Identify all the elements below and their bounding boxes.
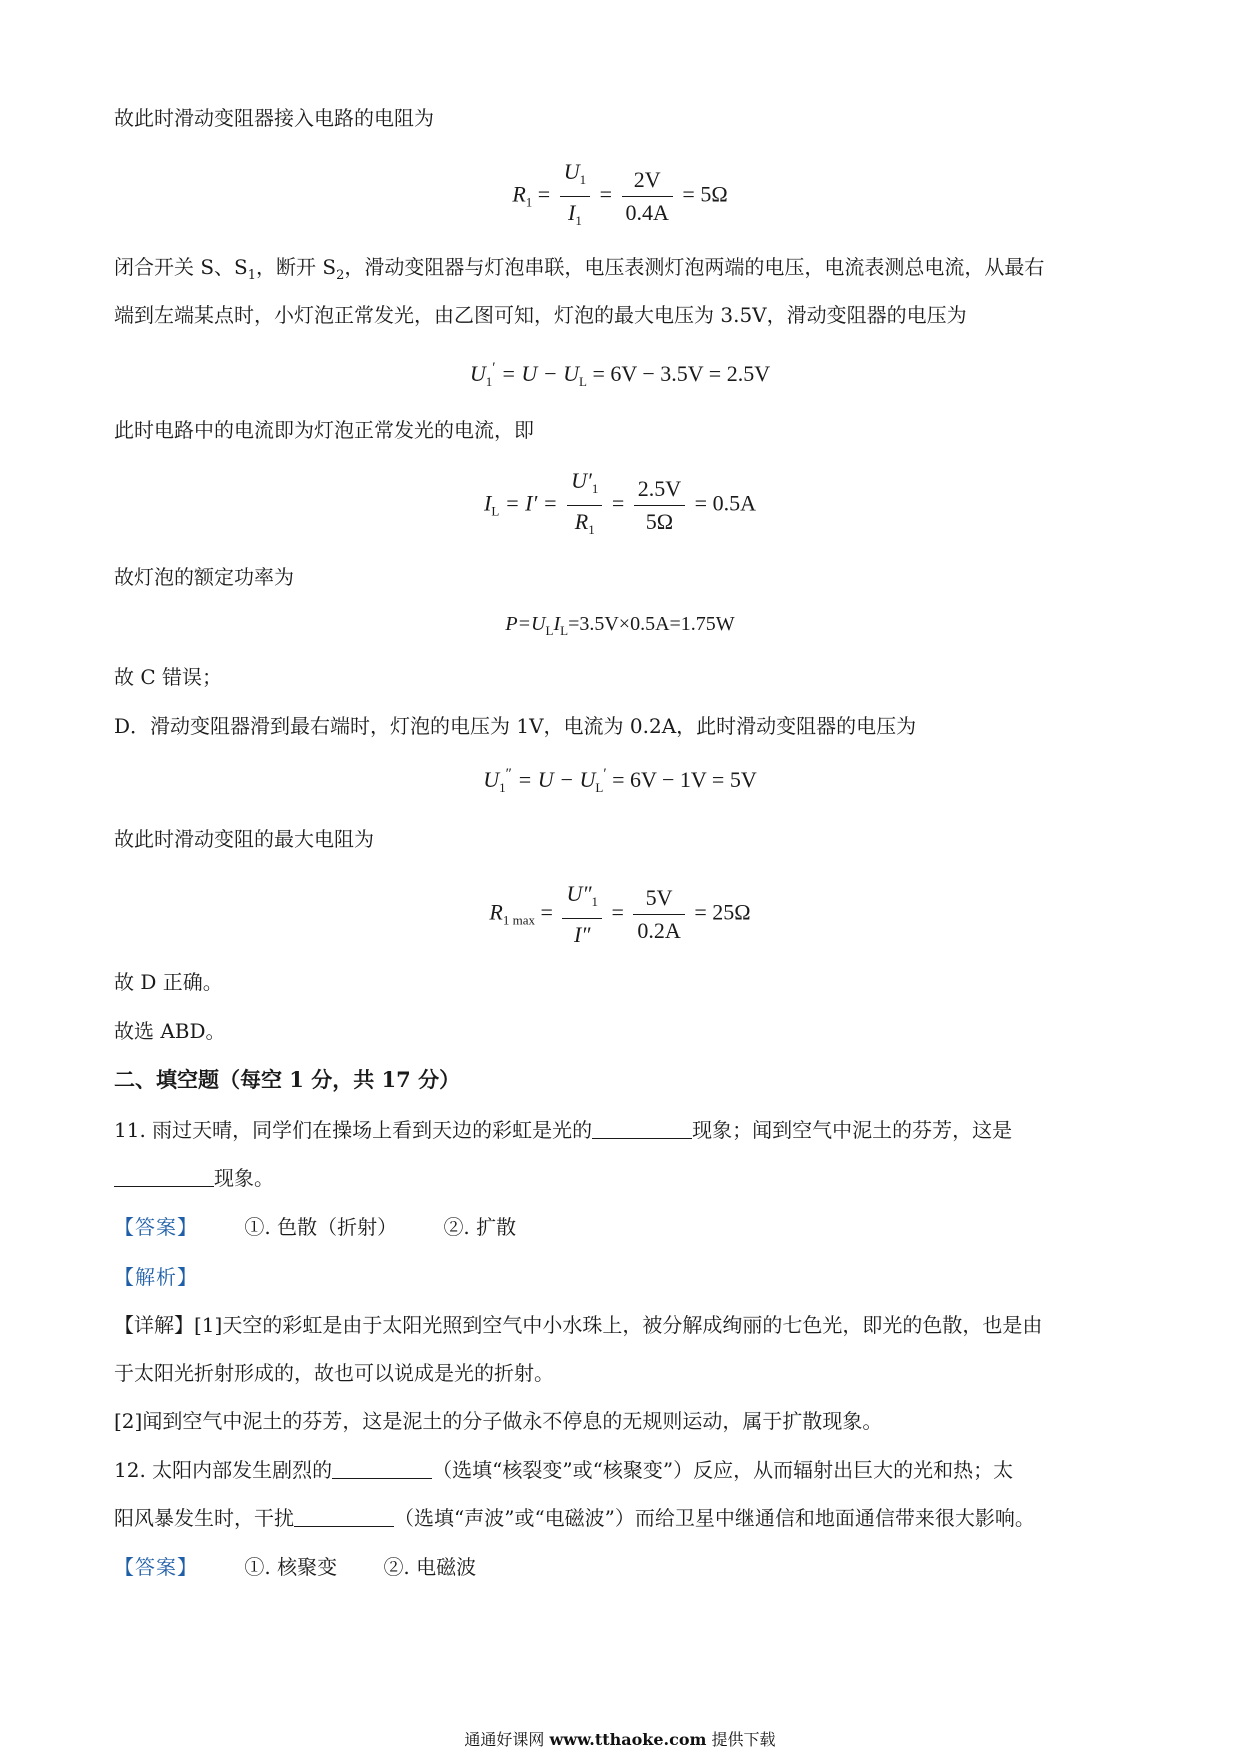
subscript: 2 (336, 268, 345, 283)
text-line (114, 253, 1044, 290)
denominator: R (574, 509, 589, 534)
formula-prime: ′ (492, 360, 496, 376)
text-line: 故 C 错误； (114, 665, 223, 689)
formula-power (0, 613, 1240, 639)
formula-subscript: L (595, 780, 604, 795)
formula-subscript: 1 (499, 780, 506, 795)
answer-item: ①. 色散（折射） (244, 1215, 398, 1239)
answer-blank (332, 1458, 432, 1479)
formula-prime: ′ (603, 766, 607, 782)
formula-subscript: L (579, 374, 587, 389)
formula-result: = 0.5A (694, 490, 756, 516)
numerator: U″ (566, 881, 592, 906)
answer-blank (114, 1166, 214, 1187)
answer-item: ②. 电磁波 (383, 1555, 477, 1579)
fraction (633, 884, 684, 945)
question-11-cont (114, 1164, 274, 1192)
text-segment: 闭合开关 S、S (114, 255, 248, 279)
question-text: 阳风暴发生时，干扰 (114, 1506, 294, 1530)
formula-r1-max: $R_{1 max}$ = $\frac{U''_1}{I''}$ = $\frac{5V}{0.2A}$ = 25Ω (489, 881, 751, 947)
text-line: 故 D 正确。 (114, 970, 223, 994)
formula-rhs: = U − U (501, 361, 580, 386)
formula-result: =3.5V×0.5A=1.75W (568, 613, 735, 635)
fraction (562, 880, 602, 949)
denominator: 0.2A (637, 918, 681, 943)
formula-mid: = I′ = (504, 490, 558, 516)
question-text: 12. 太阳内部发生剧烈的 (114, 1458, 333, 1482)
detail-line: [2]闻到空气中泥土的芬芳，这是泥土的分子做永不停息的无规则运动，属于扩散现象。 (114, 1409, 883, 1433)
formula-u1-prime (0, 360, 1240, 390)
question-text: 现象；闻到空气中泥土的芬芳，这是 (692, 1118, 1013, 1142)
numerator: 2V (622, 166, 673, 197)
formula-subscript: 1 (485, 374, 493, 389)
question-text: 11. 雨过天晴，同学们在操场上看到天边的彩虹是光的 (114, 1118, 593, 1142)
formula-result: = 25Ω (694, 899, 751, 925)
denominator: I (567, 200, 576, 225)
text-line: 故此时滑动变阻器接入电路的电阻为 (114, 106, 434, 130)
text-segment: ，断开 S (256, 255, 337, 279)
formula-subscript: L (560, 623, 569, 638)
formula-rhs: = U − U (517, 767, 596, 792)
fraction (622, 166, 673, 227)
footer-action: 提供下载 (711, 1730, 776, 1749)
formula-symbol: R (489, 899, 503, 925)
analysis-tag: 【解析】 (114, 1265, 198, 1289)
subscript: 1 (247, 268, 257, 283)
answer-blank (294, 1506, 394, 1527)
denominator-sub: 1 (588, 522, 595, 537)
formula-subscript: L (491, 503, 500, 519)
formula-il: $I_L = I'$ = $\frac{U'_1}{R_1}$ = $\frac{2.5V}{5\Omega}$ = 0.5A (0, 467, 1240, 544)
numerator: 5V (633, 884, 684, 915)
formula-result: = 6V − 1V = 5V (612, 767, 757, 792)
text-line: 故此时滑动变阻的最大电阻为 (114, 827, 374, 851)
formula-subscript: 1 max (502, 912, 536, 928)
answer-line (114, 1553, 476, 1581)
footer-url[interactable]: www.tthaoke.com (549, 1730, 707, 1749)
numerator-sub: 1 (591, 894, 598, 909)
formula-result: = 5Ω (682, 181, 728, 207)
answer-tag: 【答案】 (114, 1555, 198, 1579)
analysis-line (114, 1263, 198, 1291)
numerator-sub: 1 (591, 481, 599, 496)
fraction (634, 475, 685, 536)
numerator: 2.5V (634, 475, 685, 506)
answer-item: ①. 核聚变 (244, 1555, 338, 1579)
answer-blank (592, 1118, 692, 1139)
formula-part: I (553, 613, 561, 635)
fraction (560, 158, 590, 235)
formula-symbol: I (484, 490, 492, 516)
question-text: （选填“核裂变”或“核聚变”）反应，从而辐射出巨大的光和热；太 (432, 1458, 1014, 1482)
formula-symbol: U (483, 767, 500, 792)
numerator-sub: 1 (579, 172, 587, 187)
formula-prime: ″ (505, 766, 512, 782)
answer-item: ②. 扩散 (443, 1215, 517, 1239)
question-text: （选填“声波”或“电磁波”）而给卫星中继通信和地面通信带来很大影响。 (394, 1506, 1035, 1530)
denominator-sub: 1 (575, 213, 582, 228)
formula-result: = 6V − 3.5V = 2.5V (592, 361, 771, 386)
formula-part: P=U (505, 613, 546, 635)
text-line: 此时电路中的电流即为灯泡正常发光的电流，即 (114, 418, 534, 442)
detail-line (114, 1311, 1042, 1339)
text-segment: ，滑动变阻器与灯泡串联，电压表测灯泡两端的电压，电流表测总电流，从最右 (344, 255, 1045, 279)
footer-site: 通通好课网 (464, 1730, 545, 1749)
formula-u1-double-prime (0, 766, 1240, 796)
question-11 (114, 1116, 1012, 1144)
text-line: 故灯泡的额定功率为 (114, 565, 294, 589)
answer-tag: 【答案】 (114, 1215, 198, 1239)
numerator: U′ (571, 468, 592, 493)
detail-text: [1]天空的彩虹是由于太阳光照到空气中小水珠上，被分解成绚丽的七色光，即光的色散，也是由 (194, 1313, 1043, 1337)
text-line: D．滑动变阻器滑到最右端时，灯泡的电压为 1V，电流为 0.2A，此时滑动变阻器的电压为 (114, 714, 917, 738)
question-12-cont (114, 1504, 1035, 1532)
formula-r1: $R_1$ = $\frac{U_1}{I_1}$ = $\frac{2V}{0.4A}$ = 5Ω (0, 158, 1240, 235)
question-text: 现象。 (214, 1166, 274, 1190)
numerator: U (563, 159, 580, 184)
answer-line (114, 1213, 516, 1241)
detail-line: 于太阳光折射形成的，故也可以说成是光的折射。 (114, 1361, 554, 1385)
formula-subscript: L (545, 623, 554, 638)
text-line: 故选 ABD。 (114, 1019, 226, 1043)
fraction (567, 467, 602, 544)
detail-tag: 【详解】 (114, 1313, 194, 1337)
formula-symbol: R (512, 181, 526, 207)
denominator: 0.4A (625, 200, 669, 225)
question-12 (114, 1456, 1013, 1484)
section-heading: 二、填空题（每空 1 分，共 17 分） (114, 1067, 461, 1092)
denominator: 5Ω (645, 509, 674, 534)
formula-subscript: 1 (525, 194, 533, 210)
page-footer (0, 1727, 1240, 1750)
text-line: 端到左端某点时，小灯泡正常发光，由乙图可知，灯泡的最大电压为 3.5V，滑动变阻器的电压为 (114, 303, 967, 327)
formula-symbol: U (469, 361, 486, 386)
denominator: I″ (573, 922, 591, 947)
